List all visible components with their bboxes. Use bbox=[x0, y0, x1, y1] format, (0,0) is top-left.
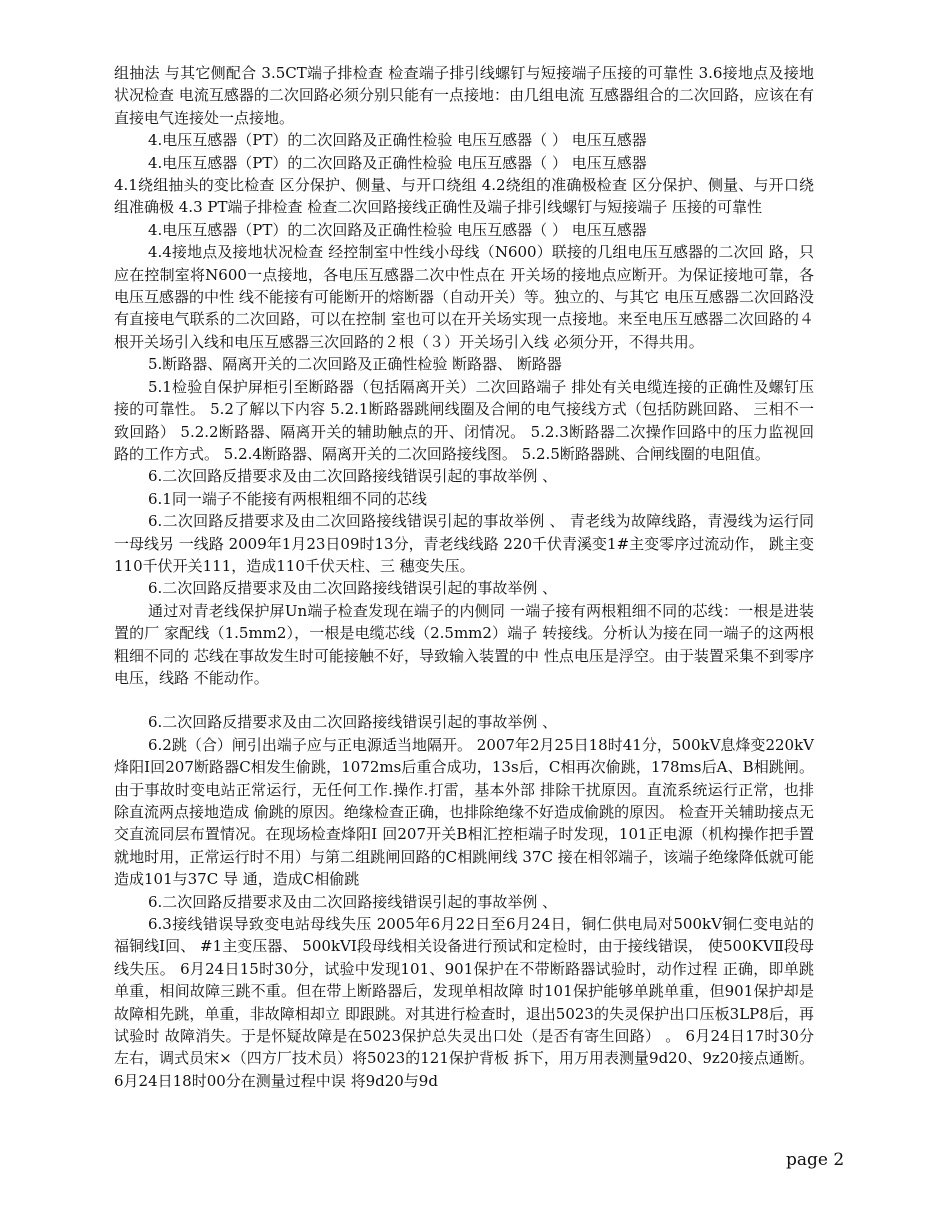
paragraph-17: 6.3接线错误导致变电站母线失压 2005年6月22日至6月24日，铜仁供电局对500kV铜仁变电站的福铜线Ⅰ回、 #1主变压器、 500kVⅠ段母线相关设备进行预试和定检时，由于接线错误， 使500KVⅡ段母线失压。 6月24日15时30分，试验中发现101、901保护在不带断路器试验时，动作过程 正确，即单跳单重，相间故障三跳不重。但在带上断路器后，发现单相故障 时101保护能够单跳单重，但901保护却是故障相先跳，单重，非故障相却立 即跟跳。对其进行检查时，退出5023的失灵保护出口压板3LP8后，再试验时 故障消失。于是怀疑故障是在5023保护总失灵出口处（是否有寄生回路） 。 6月24日17时30分左右，调式员宋×（四方厂技术员）将5023的121保护背板 拆下，用万用表测量9d20、9z20接点通断。 6月24日18时00分在测量过程中误 将9d20与9d bbox=[114, 915, 814, 1090]
paragraph-6: 4.4接地点及接地状况检查 经控制室中性线小母线（N600）联接的几组电压互感器的二次回 路，只应在控制室将N600一点接地，各电压互感器二次中性点在 开关场的接地点应断开。为保证接地可靠，各电压互感器的中性 线不能接有可能断开的熔断器（自动开关）等。独立的、与其它 电压互感器二次回路没有直接电气联系的二次回路，可以在控制 室也可以在开关场实现一点接地。来至电压互感器二次回路的４根开关场引入线和电压互感器三次回路的２根（３）开关场引入线 必须分开，不得共用。 bbox=[114, 243, 814, 351]
paragraph-5: 4.电压互感器（PT）的二次回路及正确性检验 电压互感器（ ） 电压互感器 bbox=[148, 220, 647, 239]
paragraph-14: 6.二次回路反措要求及由二次回路接线错误引起的事故举例 、 bbox=[148, 713, 558, 732]
page-number: page 2 bbox=[786, 1150, 845, 1170]
paragraph-1: 组抽法 与其它侧配合 3.5CT端子排检查 检查端子排引线螺钉与短接端子压接的可靠性 3.6接地点及接地状况检查 电流互感器的二次回路必须分别只能有一点接地：由几组电流 互感器组合的二次回路，应该在有直接电气连接处一点接地。 bbox=[114, 64, 814, 127]
document-body bbox=[114, 62, 814, 1092]
paragraph-8: 5.1检验自保护屏柜引至断路器（包括隔离开关）二次回路端子 排处有关电缆连接的正确性及螺钉压接的可靠性。 5.2了解以下内容 5.2.1断路器跳闸线圈及合闸的电气接线方式（包括防跳回路、 三相不一致回路） 5.2.2断路器、隔离开关的辅助触点的开、闭情况。 5.2.3断路器二次操作回路中的压力监视回路的工作方式。 5.2.4断路器、隔离开关的二次回路接线图。 5.2.5断路器跳、合闸线圈的电阻值。 bbox=[114, 377, 814, 463]
paragraph-15: 6.2跳（合）闸引出端子应与正电源适当地隔开。 2007年2月25日18时41分，500kV息烽变220kV烽阳Ⅰ回207断路器C相发生偷跳，1072ms后重合成功，13s后，C相再次偷跳，178ms后A、B相跳闸。 由于事故时变电站正常运行，无任何工作.操作.打雷，基本外部 排除干扰原因。直流系统运行正常，也排除直流两点接地造成 偷跳的原因。绝缘检查正确，也排除绝缘不好造成偷跳的原因。 检查开关辅助接点无交直流同层布置情况。在现场检查烽阳Ⅰ 回207开关B相汇控柜端子时发现，101正电源（机构操作把手置 就地时用，正常运行时不用）与第二组跳闸回路的C相跳闸线 37C 接在相邻端子，该端子绝缘降低就可能造成101与37C 导 通，造成C相偷跳 bbox=[114, 735, 814, 889]
paragraph-13: 通过对青老线保护屏Un端子检查发现在端子的内侧同 一端子接有两根粗细不同的芯线：一根是进装置的厂 家配线（1.5mm2），一根是电缆芯线（2.5mm2）端子 转接线。分析认为接在同一端子的这两根粗细不同的 芯线在事故发生时可能接触不好，导致输入装置的中 性点电压是浮空。由于装置采集不到零序电压，线路 不能动作。 bbox=[114, 601, 814, 687]
paragraph-12: 6.二次回路反措要求及由二次回路接线错误引起的事故举例 、 bbox=[148, 579, 558, 598]
paragraph-4: 4.1绕组抽头的变比检查 区分保护、侧量、与开口绕组 4.2绕组的准确极检查 区分保护、侧量、与开口绕组准确极 4.3 PT端子排检查 检查二次回路接线正确性及端子排引线螺钉与短接端子 压接的可靠性 bbox=[114, 176, 814, 217]
paragraph-10: 6.1同一端子不能接有两根粗细不同的芯线 bbox=[148, 489, 427, 508]
paragraph-3: 4.电压互感器（PT）的二次回路及正确性检验 电压互感器（ ） 电压互感器 bbox=[148, 153, 647, 172]
paragraph-spacer bbox=[114, 689, 814, 711]
paragraph-7: 5.断路器、隔离开关的二次回路及正确性检验 断路器、 断路器 bbox=[148, 355, 562, 374]
paragraph-16: 6.二次回路反措要求及由二次回路接线错误引起的事故举例 、 bbox=[148, 892, 558, 911]
paragraph-2: 4.电压互感器（PT）的二次回路及正确性检验 电压互感器（ ） 电压互感器 bbox=[148, 131, 647, 150]
paragraph-9: 6.二次回路反措要求及由二次回路接线错误引起的事故举例 、 bbox=[148, 467, 558, 486]
paragraph-11: 6.二次回路反措要求及由二次回路接线错误引起的事故举例 、 青老线为故障线路，青漫线为运行同一母线另 一线路 2009年1月23日09时13分，青老线线路 220千伏青溪变1#主变零序过流动作， 跳主变110千伏开关111，造成110千伏天柱、三 穗变失压。 bbox=[114, 512, 814, 575]
